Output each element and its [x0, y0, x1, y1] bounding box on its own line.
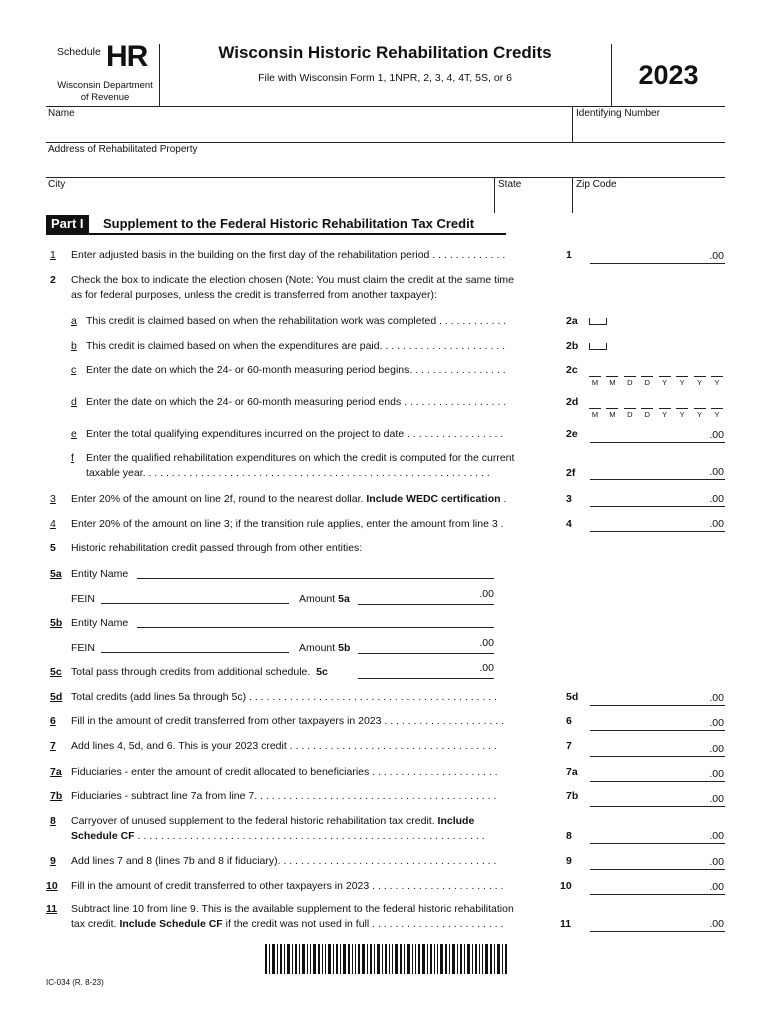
line-8-main: Carryover of unused supplement to the federal historic rehabilitation tax credit. [71, 815, 438, 827]
state-label: State [498, 179, 522, 190]
line-5b-entity-input[interactable] [137, 615, 494, 628]
line-10-ref: 10 [560, 880, 572, 892]
schedule-code: HR [106, 40, 148, 73]
line-7b-num: 7b [50, 790, 63, 802]
line-2b-num: b [71, 340, 77, 352]
line-9-input[interactable] [590, 853, 725, 870]
line-2f-text2: taxable year. . . . . . . . . . . . . . . . . . . . . . . . . . . . . . . . . . . . . . . . . . . . . . . . . . . . . . . . . . . . [86, 467, 490, 479]
line-11-text1: Subtract line 10 from line 9. This is the available supplement to the federal historic rehabilitation [71, 903, 514, 915]
address-label: Address of Rehabilitated Property [48, 144, 198, 155]
line-6-num: 6 [50, 715, 56, 727]
line-1-text: Enter adjusted basis in the building on the first day of the rehabilitation period . . . . . . . . . . . . . [71, 249, 506, 261]
line-4-num: 4 [50, 518, 56, 530]
date-label: Y [714, 378, 720, 387]
line-7b-ref: 7b [566, 790, 579, 802]
line-11-num: 11 [46, 903, 58, 915]
line-5b-amount-input[interactable] [358, 637, 494, 654]
line-10-text: Fill in the amount of credit transferred to other taxpayers in 2023 . . . . . . . . . . . . . . . . . . . . . . . [71, 880, 504, 892]
line-8-ref: 8 [566, 830, 572, 842]
line-2e-cents: .00 [709, 429, 724, 441]
line-2d-text: Enter the date on which the 24- or 60-month measuring period ends . . . . . . . . . . . . . . . . . . [86, 396, 507, 408]
line-5b-fein-input[interactable] [101, 640, 289, 653]
line-2f-input[interactable] [590, 463, 725, 480]
line-5a-amount-label [299, 593, 350, 605]
line-5d-text: Total credits (add lines 5a through 5c) . . . . . . . . . . . . . . . . . . . . . . . . . . . . . . . . . . . . . . . . . . . [71, 691, 497, 703]
line-11-cents: .00 [709, 918, 724, 930]
line-5b-amount-label [299, 642, 350, 654]
line-3-num: 3 [50, 493, 56, 505]
line-5-num: 5 [50, 542, 56, 554]
line-9-cents: .00 [709, 856, 724, 868]
line-5b-fein-label: FEIN [71, 642, 95, 654]
line-7a-ref: 7a [566, 766, 578, 778]
line-5a-fein-input[interactable] [101, 591, 289, 604]
tax-year: 2023 [638, 60, 699, 90]
line-2a-num: a [71, 315, 77, 327]
line-2d-ref: 2d [566, 396, 579, 408]
line-8-text1 [71, 815, 474, 827]
line-2-text1: Check the box to indicate the election chosen (Note: You must claim the credit at the same time [71, 274, 514, 286]
amount-label: Amount [299, 642, 336, 654]
line-5a-entity-label: Entity Name [71, 568, 129, 580]
line-2e-num: e [71, 428, 77, 440]
date-label: D [627, 410, 633, 419]
line-3-ref: 3 [566, 493, 572, 505]
line-5b-cents: .00 [479, 637, 494, 649]
line-7a-text: Fiduciaries - enter the amount of credit allocated to beneficiaries . . . . . . . . . . . . . . . . . . . . . . [71, 766, 498, 778]
date-label: D [644, 378, 650, 387]
line-2f-ref: 2f [566, 467, 576, 479]
line-2e-text: Enter the total qualifying expenditures incurred on the project to date . . . . . . . . . . . . . . . . . [86, 428, 504, 440]
line-5c-input[interactable] [358, 662, 494, 679]
part-title: Supplement to the Federal Historic Rehabilitation Tax Credit [103, 216, 475, 231]
line-5d-ref: 5d [566, 691, 579, 703]
line-8-dots: . . . . . . . . . . . . . . . . . . . . . . . . . . . . . . . . . . . . . . . . . . . . . . . . . . . . . . . . . . . . [134, 830, 485, 842]
line-5a-fein-label: FEIN [71, 593, 95, 605]
line-5b-num: 5b [50, 617, 63, 629]
amount-label: Amount [299, 593, 336, 605]
line-3-tail: . [500, 493, 507, 505]
line-2c-num: c [71, 364, 77, 376]
line-8-bold2: Schedule CF [71, 830, 135, 842]
department-name [50, 80, 160, 104]
line-4-cents: .00 [709, 518, 724, 530]
line-7b-text: Fiduciaries - subtract line 7a from line 7. . . . . . . . . . . . . . . . . . . . . . . . . . . . . . . . . . . . . . . . . . [71, 790, 497, 802]
line-2b-checkbox[interactable] [589, 343, 607, 350]
line-9-num: 9 [50, 855, 56, 867]
line-4-ref: 4 [566, 518, 572, 530]
line-8-bold1: Include [437, 815, 475, 827]
line-1-input[interactable] [590, 247, 725, 264]
line-11-a: tax credit. [71, 918, 120, 930]
line-3-input[interactable] [590, 490, 725, 507]
line-11-ref: 11 [560, 918, 572, 930]
line-6-input[interactable] [590, 714, 725, 731]
line-5a-num: 5a [50, 568, 62, 580]
line-8-cents: .00 [709, 830, 724, 842]
line-5c-num: 5c [50, 666, 62, 678]
line-9-text: Add lines 7 and 8 (lines 7b and 8 if fiduciary). . . . . . . . . . . . . . . . . . . . . . . . . . . . . . . . . . . . . . [71, 855, 497, 867]
line-9-ref: 9 [566, 855, 572, 867]
city-label: City [48, 179, 66, 190]
barcode [265, 944, 507, 974]
line-8-num: 8 [50, 815, 56, 827]
line-5d-cents: .00 [709, 692, 724, 704]
line-11-bold: Include Schedule CF [119, 918, 223, 930]
line-2a-text: This credit is claimed based on when the rehabilitation work was completed . . . . . . . . . . . . [86, 315, 507, 327]
date-label: M [609, 378, 616, 387]
date-label: M [609, 410, 616, 419]
line-2a-checkbox[interactable] [589, 318, 607, 325]
date-label: Y [679, 378, 685, 387]
line-2f-text1: Enter the qualified rehabilitation expenditures on which the credit is computed for the current [86, 452, 515, 464]
line-2-num: 2 [50, 274, 56, 286]
address-field[interactable] [46, 142, 725, 177]
line-2f-num: f [71, 452, 74, 464]
line-5-text: Historic rehabilitation credit passed through from other entities: [71, 542, 363, 554]
line-2c-date[interactable] [589, 366, 723, 387]
line-11-text2 [71, 918, 503, 930]
line-2c-ref: 2c [566, 364, 578, 376]
line-3-bold: Include WEDC certification [366, 493, 501, 505]
line-5a-ref: 5a [338, 593, 350, 605]
line-5b-entity-label: Entity Name [71, 617, 129, 629]
line-5a-entity-input[interactable] [137, 566, 494, 579]
line-7a-num: 7a [50, 766, 62, 778]
line-5c-main: Total pass through credits from additional schedule. [71, 666, 311, 678]
line-10-cents: .00 [709, 881, 724, 893]
line-4-input[interactable] [590, 515, 725, 532]
line-7a-cents: .00 [709, 768, 724, 780]
line-7-ref: 7 [566, 740, 572, 752]
line-7b-input[interactable] [590, 790, 725, 807]
line-7-text: Add lines 4, 5d, and 6. This is your 2023 credit . . . . . . . . . . . . . . . . . . . . . . . . . . . . . . . . . . . . [71, 740, 497, 752]
line-3-text [71, 493, 506, 505]
date-label: Y [662, 378, 668, 387]
line-2e-input[interactable] [590, 426, 725, 443]
line-2b-ref: 2b [566, 340, 579, 352]
form-id: IC-034 (R. 8-23) [46, 978, 104, 987]
department-line2: of Revenue [80, 92, 130, 103]
line-5a-cents: .00 [479, 588, 494, 600]
line-2b-text: This credit is claimed based on when the expenditures are paid. . . . . . . . . . . . . . . . . . . . . . [86, 340, 506, 352]
date-label: Y [679, 410, 685, 419]
line-6-cents: .00 [709, 717, 724, 729]
date-label: Y [714, 410, 720, 419]
line-1-cents: .00 [709, 250, 724, 262]
date-label: M [591, 410, 599, 419]
line-5a-amount-input[interactable] [358, 588, 494, 605]
line-11-input[interactable] [590, 915, 725, 932]
form-subtitle: File with Wisconsin Form 1, 1NPR, 2, 3, 4, 4T, 5S, or 6 [258, 72, 512, 84]
zip-label: Zip Code [576, 179, 617, 190]
identifying-number-label: Identifying Number [576, 108, 660, 119]
line-5c-ref: 5c [316, 666, 328, 678]
line-1-ref: 1 [566, 249, 572, 261]
line-3-cents: .00 [709, 493, 724, 505]
line-7b-cents: .00 [709, 793, 724, 805]
line-1-num: 1 [50, 249, 56, 261]
line-7a-input[interactable] [590, 765, 725, 782]
line-5d-num: 5d [50, 691, 63, 703]
line-6-ref: 6 [566, 715, 572, 727]
line-11-b: if the credit was not used in full . . . . . . . . . . . . . . . . . . . . . . . [222, 918, 504, 930]
zip-field[interactable] [573, 177, 725, 213]
department-line1: Wisconsin Department [57, 80, 153, 91]
date-label: Y [697, 378, 703, 387]
line-2c-text: Enter the date on which the 24- or 60-month measuring period begins. . . . . . . . . . . . . . . . . [86, 364, 506, 376]
line-2f-cents: .00 [709, 466, 724, 478]
line-2-text2: as for federal purposes, unless the credit is transferred from another taxpayer): [71, 289, 437, 301]
date-label: D [644, 410, 650, 419]
schedule-label: Schedule [57, 46, 101, 58]
line-10-num: 10 [46, 880, 58, 892]
line-3-main: Enter 20% of the amount on line 2f, round to the nearest dollar. [71, 493, 367, 505]
line-7-input[interactable] [590, 740, 725, 757]
form-title: Wisconsin Historic Rehabilitation Credits [218, 43, 552, 62]
line-6-text: Fill in the amount of credit transferred from other taxpayers in 2023 . . . . . . . . . . . . . . . . . . . . . [71, 715, 505, 727]
identifying-number-field[interactable] [573, 106, 725, 142]
line-2e-ref: 2e [566, 428, 578, 440]
line-5c-text [71, 666, 328, 678]
line-10-input[interactable] [590, 878, 725, 895]
line-2d-date[interactable] [589, 398, 723, 419]
date-label: M [591, 378, 599, 387]
line-8-input[interactable] [590, 827, 725, 844]
line-8-text2 [71, 830, 485, 842]
state-field[interactable] [495, 177, 571, 213]
line-5c-cents: .00 [479, 662, 494, 674]
line-5d-input[interactable] [590, 689, 725, 706]
line-7-cents: .00 [709, 743, 724, 755]
line-5b-ref: 5b [338, 642, 351, 654]
line-4-text: Enter 20% of the amount on line 3; if the transition rule applies, enter the amount from line 3 . [71, 518, 504, 530]
date-label: Y [662, 410, 668, 419]
date-label: Y [697, 410, 703, 419]
name-field[interactable] [46, 106, 572, 142]
line-2d-num: d [71, 396, 77, 408]
city-field[interactable] [46, 177, 494, 213]
part-tag: Part I [46, 215, 89, 233]
name-label: Name [48, 108, 75, 119]
line-7-num: 7 [50, 740, 56, 752]
date-label: D [627, 378, 633, 387]
line-2a-ref: 2a [566, 315, 578, 327]
